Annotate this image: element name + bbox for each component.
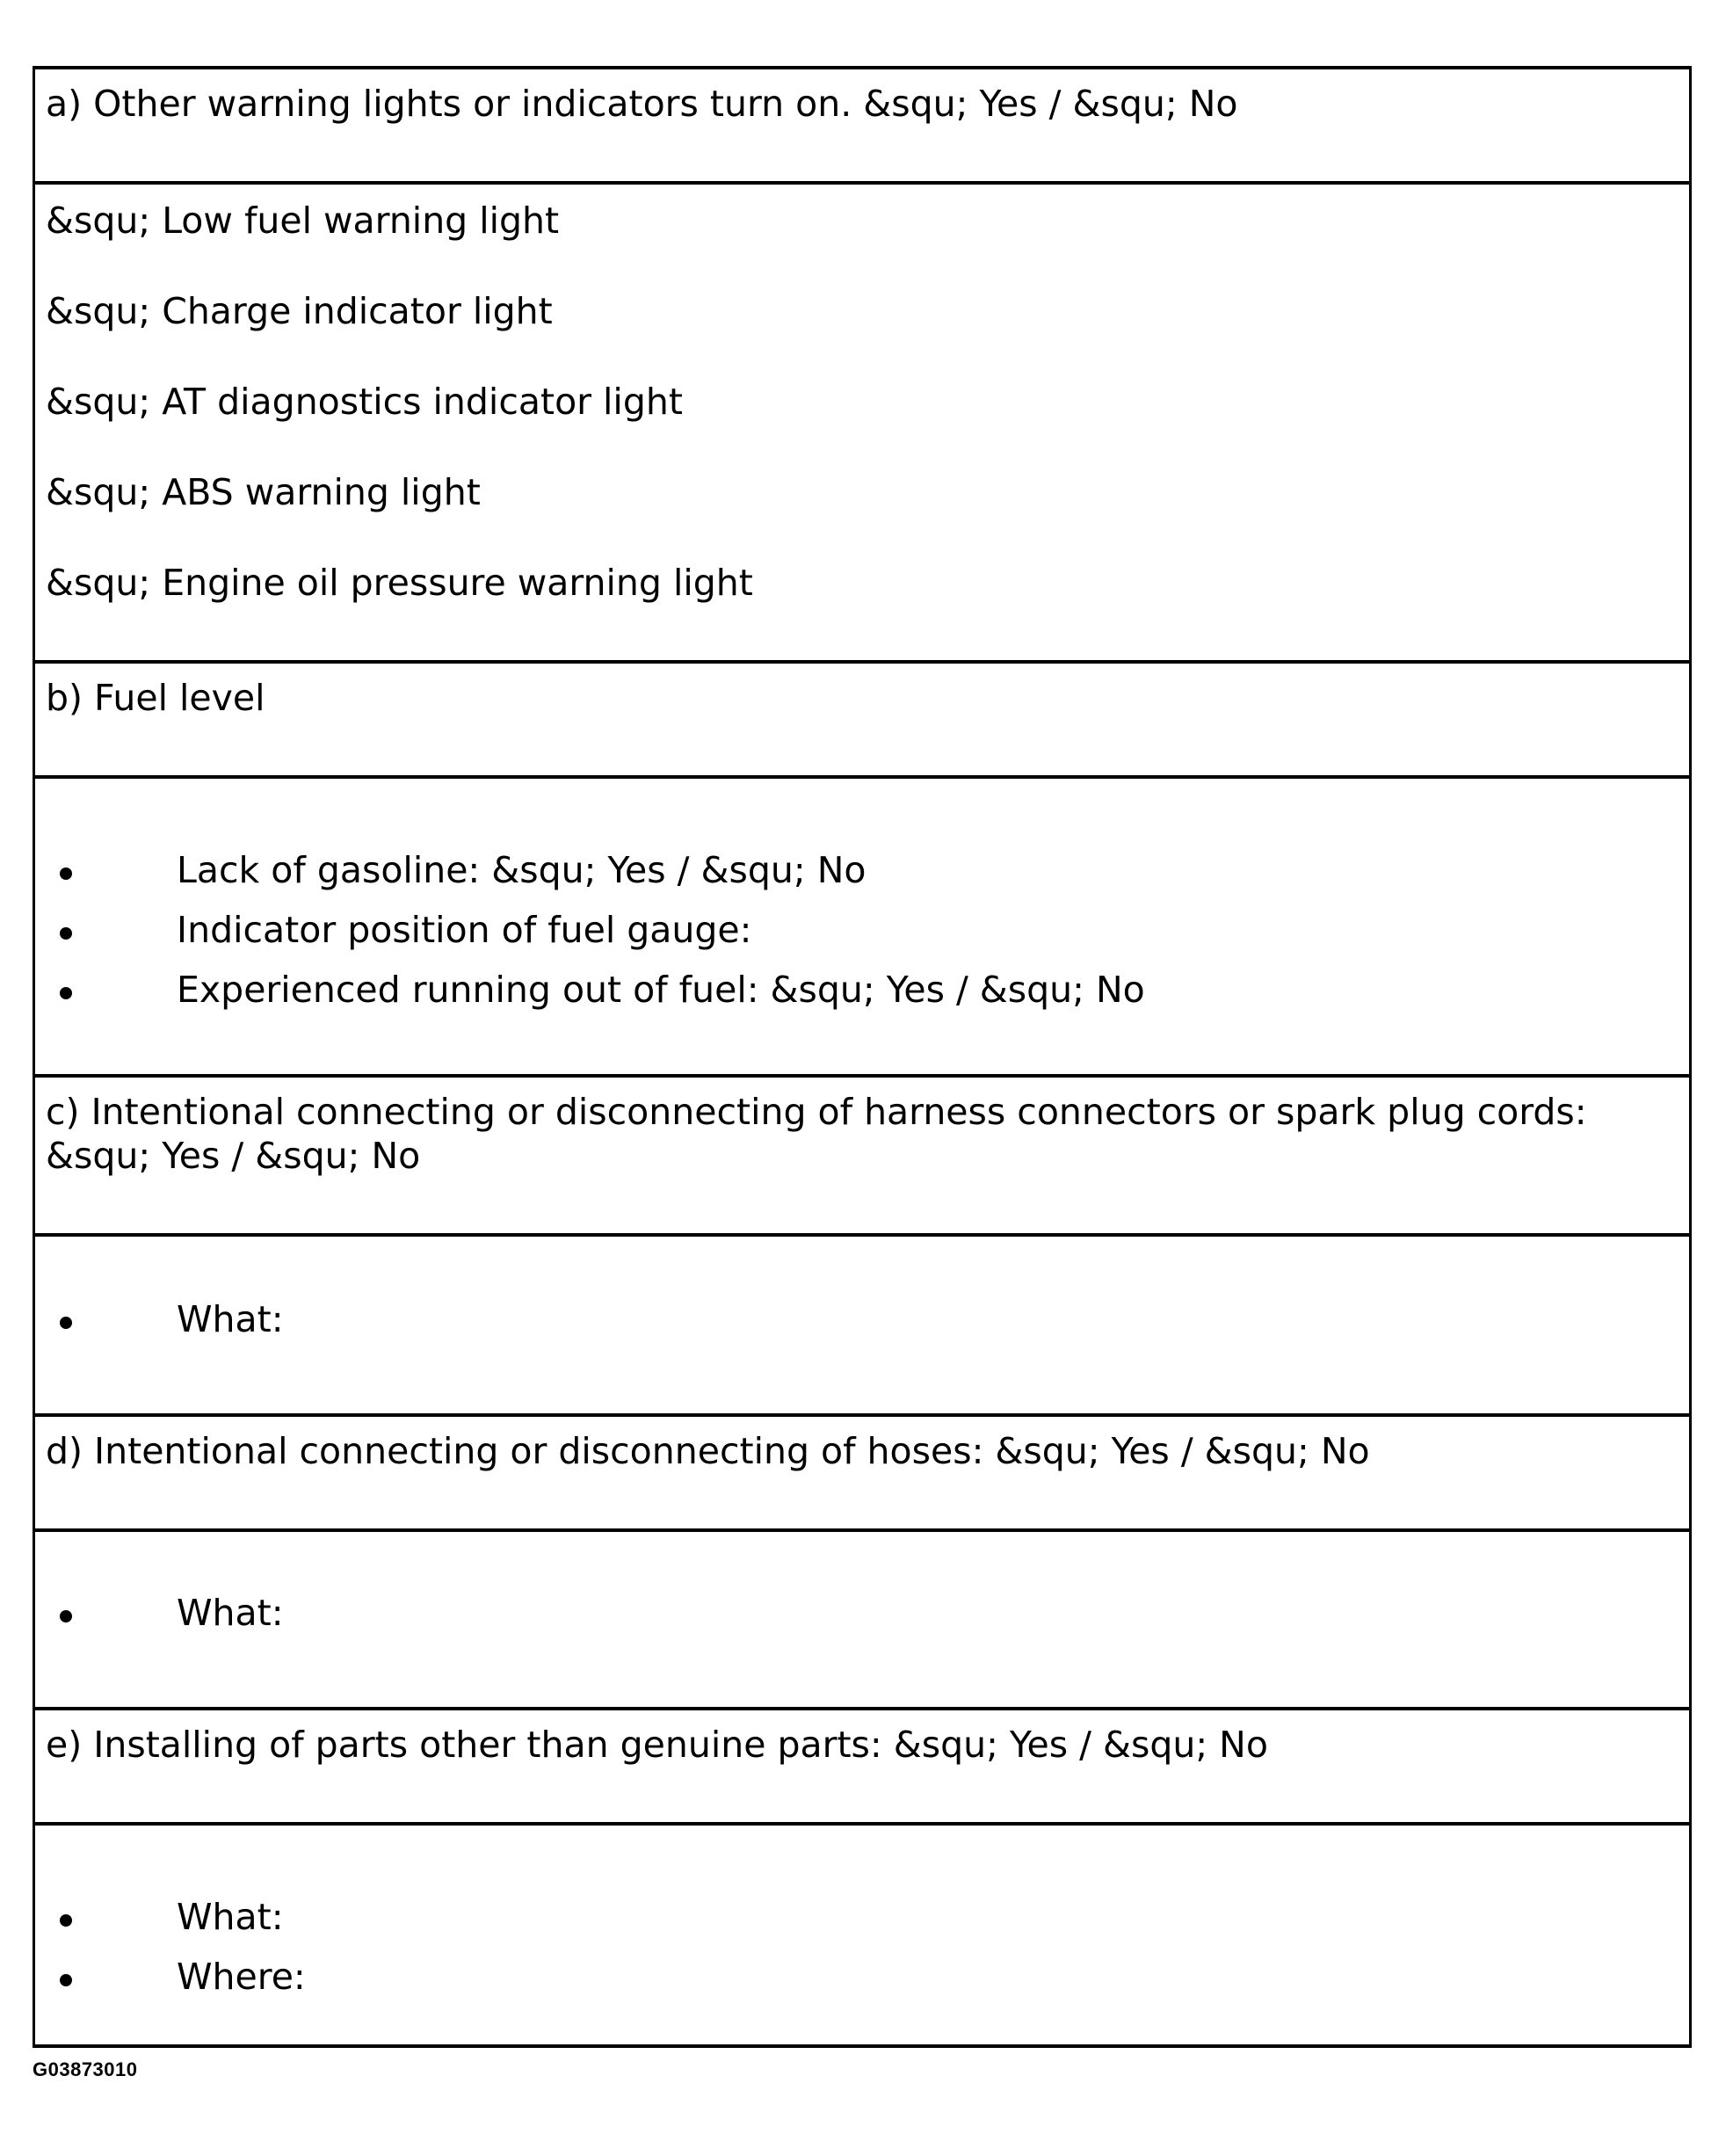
- list-item: [35, 1591, 1689, 1651]
- list-item: [35, 1895, 1689, 1955]
- section-c-header-row: [35, 1078, 1689, 1237]
- checklist-item-at-diagnostics: &squ; AT diagnostics indicator light: [46, 381, 683, 423]
- section-e-bullets-row: [35, 1826, 1689, 2048]
- list-item: [35, 908, 1689, 968]
- list-item: [35, 848, 1689, 908]
- section-d-bullets-row: [35, 1532, 1689, 1710]
- list-item: [35, 1297, 1689, 1357]
- bullet-icon: [60, 1974, 72, 1986]
- checklist-item-low-fuel: &squ; Low fuel warning light: [46, 200, 560, 242]
- section-a-header-text: a) Other warning lights or indicators turn on. &squ; Yes / &squ; No: [46, 83, 1238, 125]
- bullet-text-ran-out-of-fuel: Experienced running out of fuel: &squ; Yes / &squ; No: [177, 969, 1145, 1011]
- diagnostic-form-table: [33, 66, 1692, 2048]
- checklist-item-engine-oil-pressure: &squ; Engine oil pressure warning light: [46, 562, 753, 604]
- bullet-text-where: Where:: [177, 1956, 306, 1998]
- list-item: [35, 968, 1689, 1027]
- bullet-text-fuel-gauge-position: Indicator position of fuel gauge:: [177, 909, 752, 951]
- section-c-bullets-row: [35, 1237, 1689, 1417]
- section-c-header-line2: &squ; Yes / &squ; No: [46, 1135, 421, 1178]
- section-a-checklist-row: [35, 185, 1689, 664]
- section-d-header-text: d) Intentional connecting or disconnecting of hoses: &squ; Yes / &squ; No: [46, 1430, 1370, 1472]
- checklist-item-abs-warning: &squ; ABS warning light: [46, 471, 481, 513]
- section-b-header-text: b) Fuel level: [46, 677, 265, 719]
- checklist-item-charge-indicator: &squ; Charge indicator light: [46, 290, 553, 332]
- bullet-icon: [60, 867, 72, 880]
- list-item: [35, 1955, 1689, 2014]
- bullet-icon: [60, 1317, 72, 1329]
- section-b-bullets-row: [35, 779, 1689, 1078]
- bullet-text-what: What:: [177, 1896, 284, 1938]
- section-d-header-row: [35, 1417, 1689, 1532]
- bullet-icon: [60, 927, 72, 940]
- bullet-icon: [60, 1914, 72, 1927]
- figure-id-label: G03873010: [33, 2058, 138, 2080]
- section-e-header-row: [35, 1710, 1689, 1826]
- bullet-text-what: What:: [177, 1298, 284, 1340]
- bullet-text-lack-of-gasoline: Lack of gasoline: &squ; Yes / &squ; No: [177, 849, 866, 891]
- bullet-text-what: What:: [177, 1592, 284, 1634]
- section-a-header-row: [35, 69, 1689, 185]
- section-b-header-row: [35, 664, 1689, 779]
- section-e-header-text: e) Installing of parts other than genuine parts: &squ; Yes / &squ; No: [46, 1724, 1268, 1766]
- bullet-icon: [60, 987, 72, 999]
- section-c-header-line1: c) Intentional connecting or disconnecting of harness connectors or spark plug cords:: [46, 1091, 1587, 1133]
- bullet-icon: [60, 1610, 72, 1622]
